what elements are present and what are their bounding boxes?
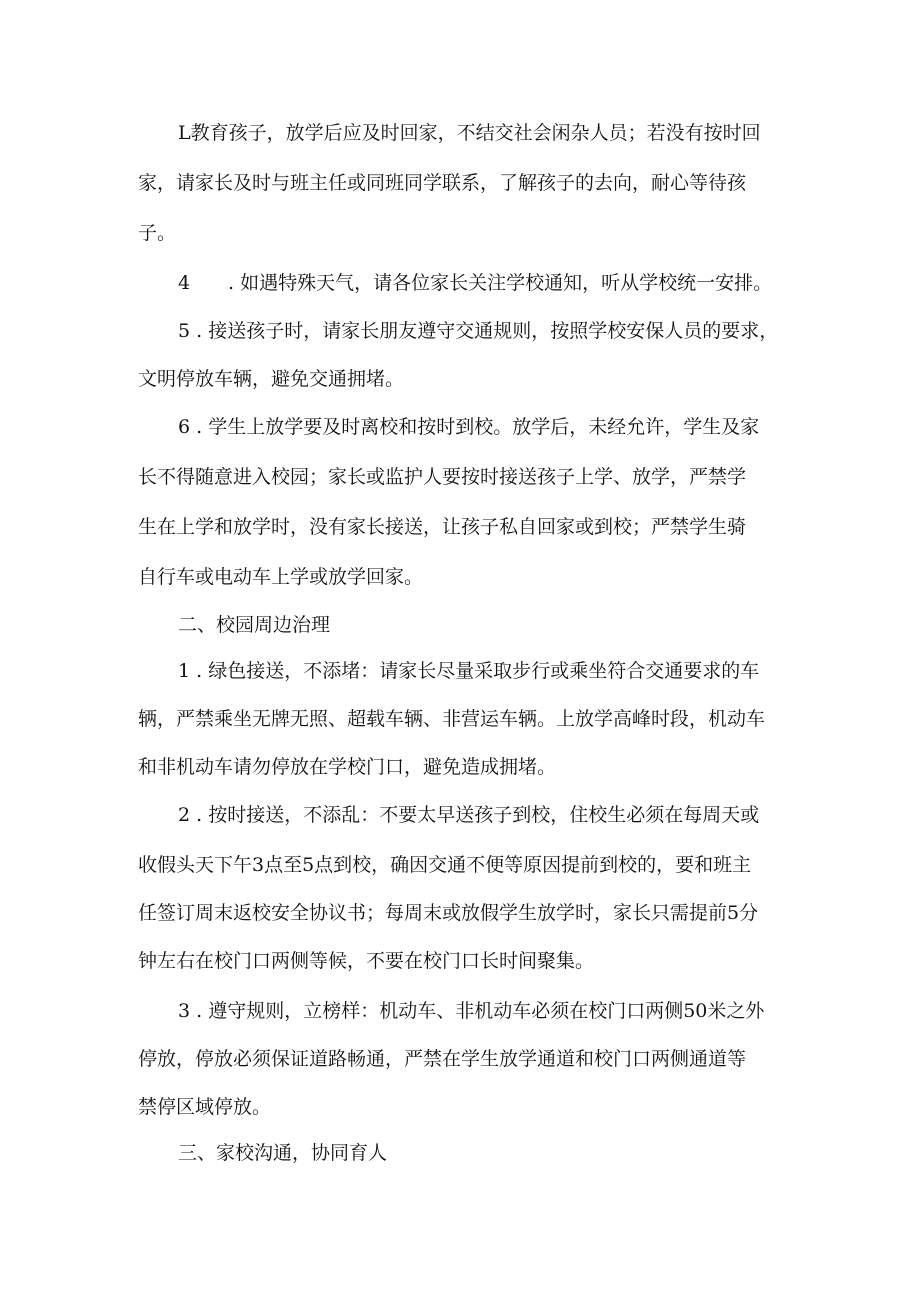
item-number: 4 — [178, 272, 191, 294]
paragraph-line: . 遵守规则，立榜样：机动车、非机动车必须在校门口两侧50米之外 — [196, 1000, 765, 1022]
paragraph-line: L教育孩子，放学后应及时回家，不结交社会闲杂人员；若没有按时回 — [178, 122, 761, 144]
item-number: 3 — [178, 1000, 191, 1022]
list-item — [178, 318, 838, 344]
paragraph-line: 自行车或电动车上学或放学回家。 — [138, 566, 424, 588]
paragraph-line: 家，请家长及时与班主任或同班同学联系，了解孩子的去向，耐心等待孩 — [138, 172, 747, 194]
list-item — [178, 414, 838, 440]
item-number: 5 — [178, 320, 191, 342]
list-item — [178, 658, 838, 684]
paragraph-line: 子。 — [138, 222, 177, 244]
paragraph-line: . 绿色接送，不添堵：请家长尽量采取步行或乘坐符合交通要求的车 — [196, 660, 760, 682]
paragraph-line: 辆，严禁乘坐无牌无照、超载车辆、非营运车辆。上放学高峰时段，机动车 — [138, 708, 766, 730]
list-item — [178, 802, 838, 828]
paragraph-line: 长不得随意进入校园；家长或监护人要按时接送孩子上学、放学，严禁学 — [138, 466, 747, 488]
paragraph-line: 任签订周末返校安全协议书；每周末或放假学生放学时，家长只需提前5分 — [138, 902, 759, 924]
paragraph-line: 收假头天下午3点至5点到校，确因交通不便等原因提前到校的，要和班主 — [138, 854, 752, 876]
item-number: 2 — [178, 804, 191, 826]
list-item — [178, 998, 838, 1024]
section-heading: 二、校园周边治理 — [178, 614, 331, 636]
paragraph-line: . 学生上放学要及时离校和按时到校。放学后，未经允许，学生及家 — [196, 416, 760, 438]
list-item — [178, 270, 838, 296]
section-heading: 三、家校沟通，协同育人 — [178, 1142, 388, 1164]
paragraph-line: 文明停放车辆，避免交通拥堵。 — [138, 368, 405, 390]
paragraph-line: 停放，停放必须保证道路畅通，严禁在学生放学通道和校门口两侧通道等 — [138, 1048, 747, 1070]
paragraph-line: 和非机动车请勿停放在学校门口，避免造成拥堵。 — [138, 756, 557, 778]
item-number: 6 — [178, 416, 191, 438]
paragraph-line: 钟左右在校门口两侧等候，不要在校门口长时间聚集。 — [138, 950, 595, 972]
paragraph-line: . 如遇特殊天气，请各位家长关注学校通知，听从学校统一安排。 — [228, 272, 773, 294]
paragraph-line: . 接送孩子时，请家长朋友遵守交通规则，按照学校安保人员的要求， — [196, 320, 779, 342]
paragraph-line: 生在上学和放学时，没有家长接送，让孩子私自回家或到校；严禁学生骑 — [138, 516, 747, 538]
paragraph-line: . 按时接送，不添乱：不要太早送孩子到校，住校生必须在每周天或 — [196, 804, 760, 826]
paragraph-line: 禁停区域停放。 — [138, 1096, 272, 1118]
item-number: 1 — [178, 660, 191, 682]
